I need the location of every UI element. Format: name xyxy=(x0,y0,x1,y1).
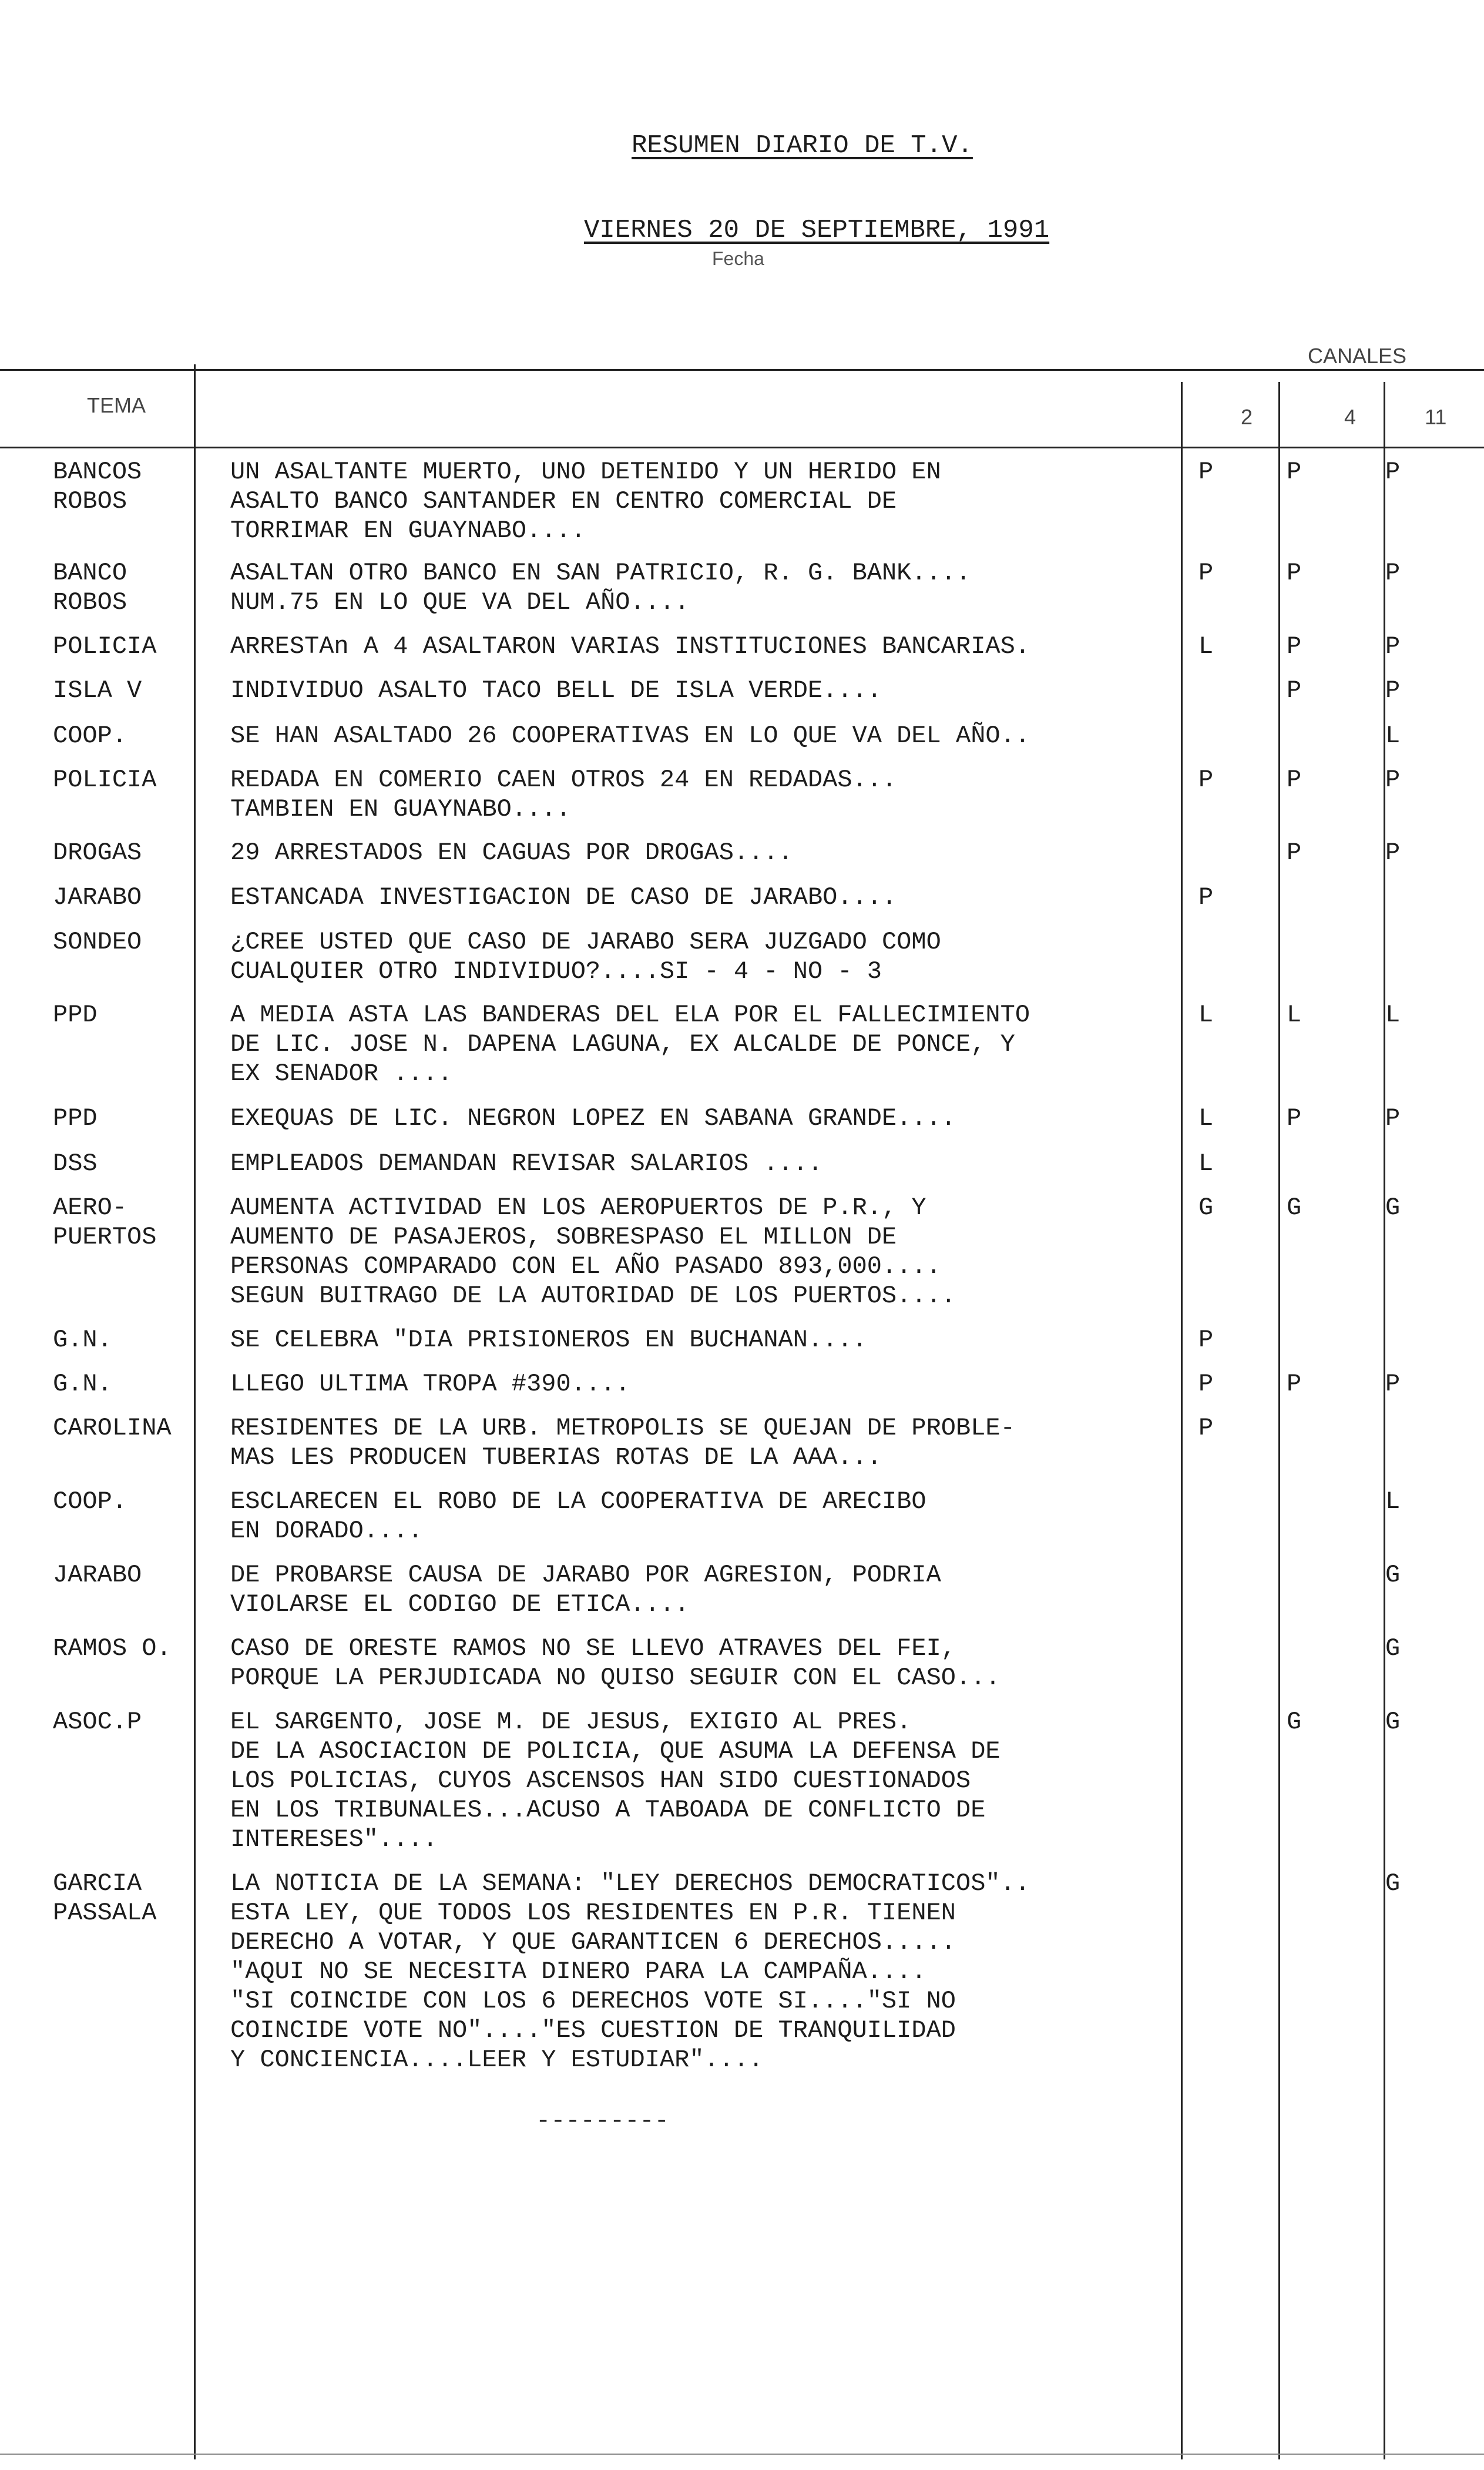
tema-line: AERO- xyxy=(53,1194,127,1222)
channel-11-mark: L xyxy=(1385,1001,1401,1029)
tema-header: TEMA xyxy=(87,393,146,417)
description-line: ASALTO BANCO SANTANDER EN CENTRO COMERCIAL DE xyxy=(230,487,897,515)
tema-line: PPD xyxy=(53,1104,98,1132)
row-tema xyxy=(53,1104,98,1133)
row-description xyxy=(230,927,941,986)
description-line: ¿CREE USTED QUE CASO DE JARABO SERA JUZGADO COMO xyxy=(230,928,941,956)
description-line: ARRESTAn A 4 ASALTARON VARIAS INSTITUCIONES BANCARIAS. xyxy=(230,632,1030,661)
description-line: RESIDENTES DE LA URB. METROPOLIS SE QUEJAN DE PROBLE- xyxy=(230,1414,1015,1442)
row-tema xyxy=(53,1413,172,1443)
description-line: VIOLARSE EL CODIGO DE ETICA.... xyxy=(230,1590,690,1618)
row-tema xyxy=(53,1869,156,1928)
channel-11-mark: L xyxy=(1385,722,1401,750)
header-bottom-rule xyxy=(0,447,1484,448)
channel-4-mark: P xyxy=(1287,839,1302,867)
description-line: AUMENTA ACTIVIDAD EN LOS AEROPUERTOS DE P.R., Y xyxy=(230,1194,926,1222)
channel-4-mark: G xyxy=(1287,1708,1302,1736)
row-tema xyxy=(53,1707,142,1737)
channel-4-mark: P xyxy=(1287,559,1302,587)
row-description xyxy=(230,457,941,545)
description-line: ASALTAN OTRO BANCO EN SAN PATRICIO, R. G. BANK.... xyxy=(230,559,971,587)
row-description xyxy=(230,1104,956,1133)
channel-11-mark: G xyxy=(1385,1561,1401,1589)
row-tema xyxy=(53,927,142,957)
description-line: TORRIMAR EN GUAYNABO.... xyxy=(230,517,586,545)
channel-4-mark: P xyxy=(1287,766,1302,794)
description-line: TAMBIEN EN GUAYNABO.... xyxy=(230,795,571,823)
channel-2-mark: P xyxy=(1198,1370,1214,1398)
channel-4-header: 4 xyxy=(1344,405,1357,429)
tema-line: ASOC.P xyxy=(53,1708,142,1736)
channel-11-mark: G xyxy=(1385,1869,1401,1898)
description-line: "AQUI NO SE NECESITA DINERO PARA LA CAMPAÑA.... xyxy=(230,1958,926,1986)
channel-11-mark: P xyxy=(1385,839,1401,867)
channel-2-mark: G xyxy=(1198,1194,1214,1222)
channel-4-mark: G xyxy=(1287,1194,1302,1222)
channel-2-mark: P xyxy=(1198,1414,1214,1442)
channel-2-divider xyxy=(1181,382,1183,2459)
description-line: INDIVIDUO ASALTO TACO BELL DE ISLA VERDE.... xyxy=(230,676,882,705)
tema-line: BANCO xyxy=(53,559,127,587)
description-line: SEGUN BUITRAGO DE LA AUTORIDAD DE LOS PUERTOS.... xyxy=(230,1282,956,1310)
description-line: LOS POLICIAS, CUYOS ASCENSOS HAN SIDO CUESTIONADOS xyxy=(230,1767,971,1795)
row-tema xyxy=(53,1634,172,1663)
tema-line: DROGAS xyxy=(53,839,142,867)
description-line: NUM.75 EN LO QUE VA DEL AÑO.... xyxy=(230,588,690,616)
row-description xyxy=(230,676,882,705)
row-tema xyxy=(53,765,156,795)
row-description xyxy=(230,1000,1030,1088)
channel-11-mark: G xyxy=(1385,1708,1401,1736)
description-line: DE PROBARSE CAUSA DE JARABO POR AGRESION, PODRIA xyxy=(230,1561,941,1589)
channel-11-mark: P xyxy=(1385,1370,1401,1398)
description-line: 29 ARRESTADOS EN CAGUAS POR DROGAS.... xyxy=(230,839,793,867)
channel-11-mark: P xyxy=(1385,766,1401,794)
row-description xyxy=(230,765,897,824)
row-tema xyxy=(53,1000,98,1030)
description-line: LLEGO ULTIMA TROPA #390.... xyxy=(230,1370,630,1398)
row-tema xyxy=(53,838,142,867)
row-description xyxy=(230,1369,630,1399)
channel-11-header: 11 xyxy=(1425,405,1447,429)
tema-line: JARABO xyxy=(53,883,142,911)
row-description xyxy=(230,883,897,912)
tema-line: G.N. xyxy=(53,1370,112,1398)
row-tema xyxy=(53,721,127,750)
description-line: SE HAN ASALTADO 26 COOPERATIVAS EN LO QUE VA DEL AÑO.. xyxy=(230,722,1030,750)
description-line: LA NOTICIA DE LA SEMANA: "LEY DERECHOS DEMOCRATICOS".. xyxy=(230,1869,1030,1898)
tema-line: DSS xyxy=(53,1149,98,1178)
row-tema xyxy=(53,1149,98,1178)
row-tema xyxy=(53,883,142,912)
channel-2-header: 2 xyxy=(1241,405,1253,429)
row-tema xyxy=(53,457,142,516)
row-tema xyxy=(53,676,142,705)
description-line: COINCIDE VOTE NO"...."ES CUESTION DE TRANQUILIDAD xyxy=(230,2016,956,2045)
description-line: EN LOS TRIBUNALES...ACUSO A TABOADA DE CONFLICTO DE xyxy=(230,1796,986,1824)
tema-line: ROBOS xyxy=(53,588,127,616)
description-line: UN ASALTANTE MUERTO, UNO DETENIDO Y UN HERIDO EN xyxy=(230,458,941,486)
row-description xyxy=(230,1325,867,1355)
description-line: ESCLARECEN EL ROBO DE LA COOPERATIVA DE ARECIBO xyxy=(230,1487,926,1516)
tema-line: PUERTOS xyxy=(53,1223,157,1251)
channel-2-mark: P xyxy=(1198,883,1214,911)
tema-line: COOP. xyxy=(53,722,127,750)
channel-2-mark: P xyxy=(1198,1326,1214,1354)
row-tema xyxy=(53,558,127,617)
channel-4-mark: P xyxy=(1287,1370,1302,1398)
row-description xyxy=(230,1487,926,1546)
row-description xyxy=(230,1634,1000,1693)
page-bottom-rule xyxy=(0,2454,1484,2455)
tema-line: POLICIA xyxy=(53,766,157,794)
channel-4-divider xyxy=(1278,382,1280,2459)
row-description xyxy=(230,721,1030,750)
description-line: SE CELEBRA "DIA PRISIONEROS EN BUCHANAN.... xyxy=(230,1326,867,1354)
channel-4-mark: P xyxy=(1287,676,1302,705)
tema-line: PPD xyxy=(53,1001,98,1029)
row-tema xyxy=(53,1193,156,1252)
description-line: DE LIC. JOSE N. DAPENA LAGUNA, EX ALCALDE DE PONCE, Y xyxy=(230,1030,1015,1058)
end-separator: --------- xyxy=(536,2107,669,2135)
document-title: RESUMEN DIARIO DE T.V. xyxy=(632,131,973,160)
description-line: ESTA LEY, QUE TODOS LOS RESIDENTES EN P.R. TIENEN xyxy=(230,1899,956,1927)
description-line: INTERESES".... xyxy=(230,1825,438,1854)
channel-2-mark: P xyxy=(1198,559,1214,587)
channel-11-mark: P xyxy=(1385,676,1401,705)
description-line: ESTANCADA INVESTIGACION DE CASO DE JARABO.... xyxy=(230,883,897,911)
tema-line: COOP. xyxy=(53,1487,127,1516)
channel-4-mark: L xyxy=(1287,1001,1302,1029)
date-heading: VIERNES 20 DE SEPTIEMBRE, 1991 xyxy=(584,216,1050,245)
row-description xyxy=(230,1413,1015,1472)
channel-11-mark: P xyxy=(1385,559,1401,587)
description-line: EMPLEADOS DEMANDAN REVISAR SALARIOS .... xyxy=(230,1149,823,1178)
row-description xyxy=(230,1869,1030,2074)
row-description xyxy=(230,1193,956,1311)
row-tema xyxy=(53,1325,112,1355)
channel-4-mark: P xyxy=(1287,458,1302,486)
tema-line: JARABO xyxy=(53,1561,142,1589)
tema-line: G.N. xyxy=(53,1326,112,1354)
row-description xyxy=(230,1149,822,1178)
description-line: DE LA ASOCIACION DE POLICIA, QUE ASUMA LA DEFENSA DE xyxy=(230,1737,1000,1765)
tema-line: CAROLINA xyxy=(53,1414,172,1442)
tema-column-divider xyxy=(194,364,196,2459)
channel-2-mark: L xyxy=(1198,632,1214,661)
description-line: CUALQUIER OTRO INDIVIDUO?....SI - 4 - NO - 3 xyxy=(230,957,882,986)
channel-11-mark: P xyxy=(1385,632,1401,661)
channel-11-mark: G xyxy=(1385,1194,1401,1222)
row-description xyxy=(230,838,793,867)
description-line: EX SENADOR .... xyxy=(230,1060,453,1088)
canales-header: CANALES xyxy=(1308,344,1407,368)
description-line: EN DORADO.... xyxy=(230,1517,423,1545)
channel-2-mark: P xyxy=(1198,766,1214,794)
row-tema xyxy=(53,1487,127,1516)
table-top-rule xyxy=(0,369,1484,371)
description-line: DERECHO A VOTAR, Y QUE GARANTICEN 6 DERECHOS..... xyxy=(230,1928,956,1956)
description-line: PORQUE LA PERJUDICADA NO QUISO SEGUIR CON EL CASO... xyxy=(230,1664,1000,1692)
description-line: AUMENTO DE PASAJEROS, SOBRESPASO EL MILLON DE xyxy=(230,1223,897,1251)
channel-2-mark: L xyxy=(1198,1001,1214,1029)
row-description xyxy=(230,558,971,617)
row-description xyxy=(230,1707,1000,1854)
description-line: PERSONAS COMPARADO CON EL AÑO PASADO 893,000.... xyxy=(230,1252,941,1281)
channel-2-mark: P xyxy=(1198,458,1214,486)
tema-line: ISLA V xyxy=(53,676,142,705)
description-line: EXEQUAS DE LIC. NEGRON LOPEZ EN SABANA GRANDE.... xyxy=(230,1104,956,1132)
channel-11-mark: L xyxy=(1385,1487,1401,1516)
description-line: Y CONCIENCIA....LEER Y ESTUDIAR".... xyxy=(230,2046,764,2074)
channel-4-mark: P xyxy=(1287,1104,1302,1132)
tema-line: RAMOS O. xyxy=(53,1634,172,1663)
channel-11-mark: G xyxy=(1385,1634,1401,1663)
tema-line: GARCIA xyxy=(53,1869,142,1898)
description-line: EL SARGENTO, JOSE M. DE JESUS, EXIGIO AL PRES. xyxy=(230,1708,912,1736)
description-line: A MEDIA ASTA LAS BANDERAS DEL ELA POR EL FALLECIMIENTO xyxy=(230,1001,1030,1029)
channel-2-mark: L xyxy=(1198,1149,1214,1178)
row-description xyxy=(230,1560,941,1619)
description-line: CASO DE ORESTE RAMOS NO SE LLEVO ATRAVES DEL FEI, xyxy=(230,1634,956,1663)
description-line: MAS LES PRODUCEN TUBERIAS ROTAS DE LA AAA... xyxy=(230,1443,882,1472)
row-tema xyxy=(53,632,156,661)
description-line: REDADA EN COMERIO CAEN OTROS 24 EN REDADAS... xyxy=(230,766,897,794)
tema-line: ROBOS xyxy=(53,487,127,515)
channel-2-mark: L xyxy=(1198,1104,1214,1132)
tema-line: PASSALA xyxy=(53,1899,157,1927)
channel-4-mark: P xyxy=(1287,632,1302,661)
tema-line: SONDEO xyxy=(53,928,142,956)
channel-11-mark: P xyxy=(1385,458,1401,486)
tema-line: BANCOS xyxy=(53,458,142,486)
row-description xyxy=(230,632,1030,661)
row-tema xyxy=(53,1369,112,1399)
channel-11-mark: P xyxy=(1385,1104,1401,1132)
tema-line: POLICIA xyxy=(53,632,157,661)
date-label: Fecha xyxy=(712,248,764,269)
row-tema xyxy=(53,1560,142,1590)
description-line: "SI COINCIDE CON LOS 6 DERECHOS VOTE SI...."SI NO xyxy=(230,1987,956,2015)
